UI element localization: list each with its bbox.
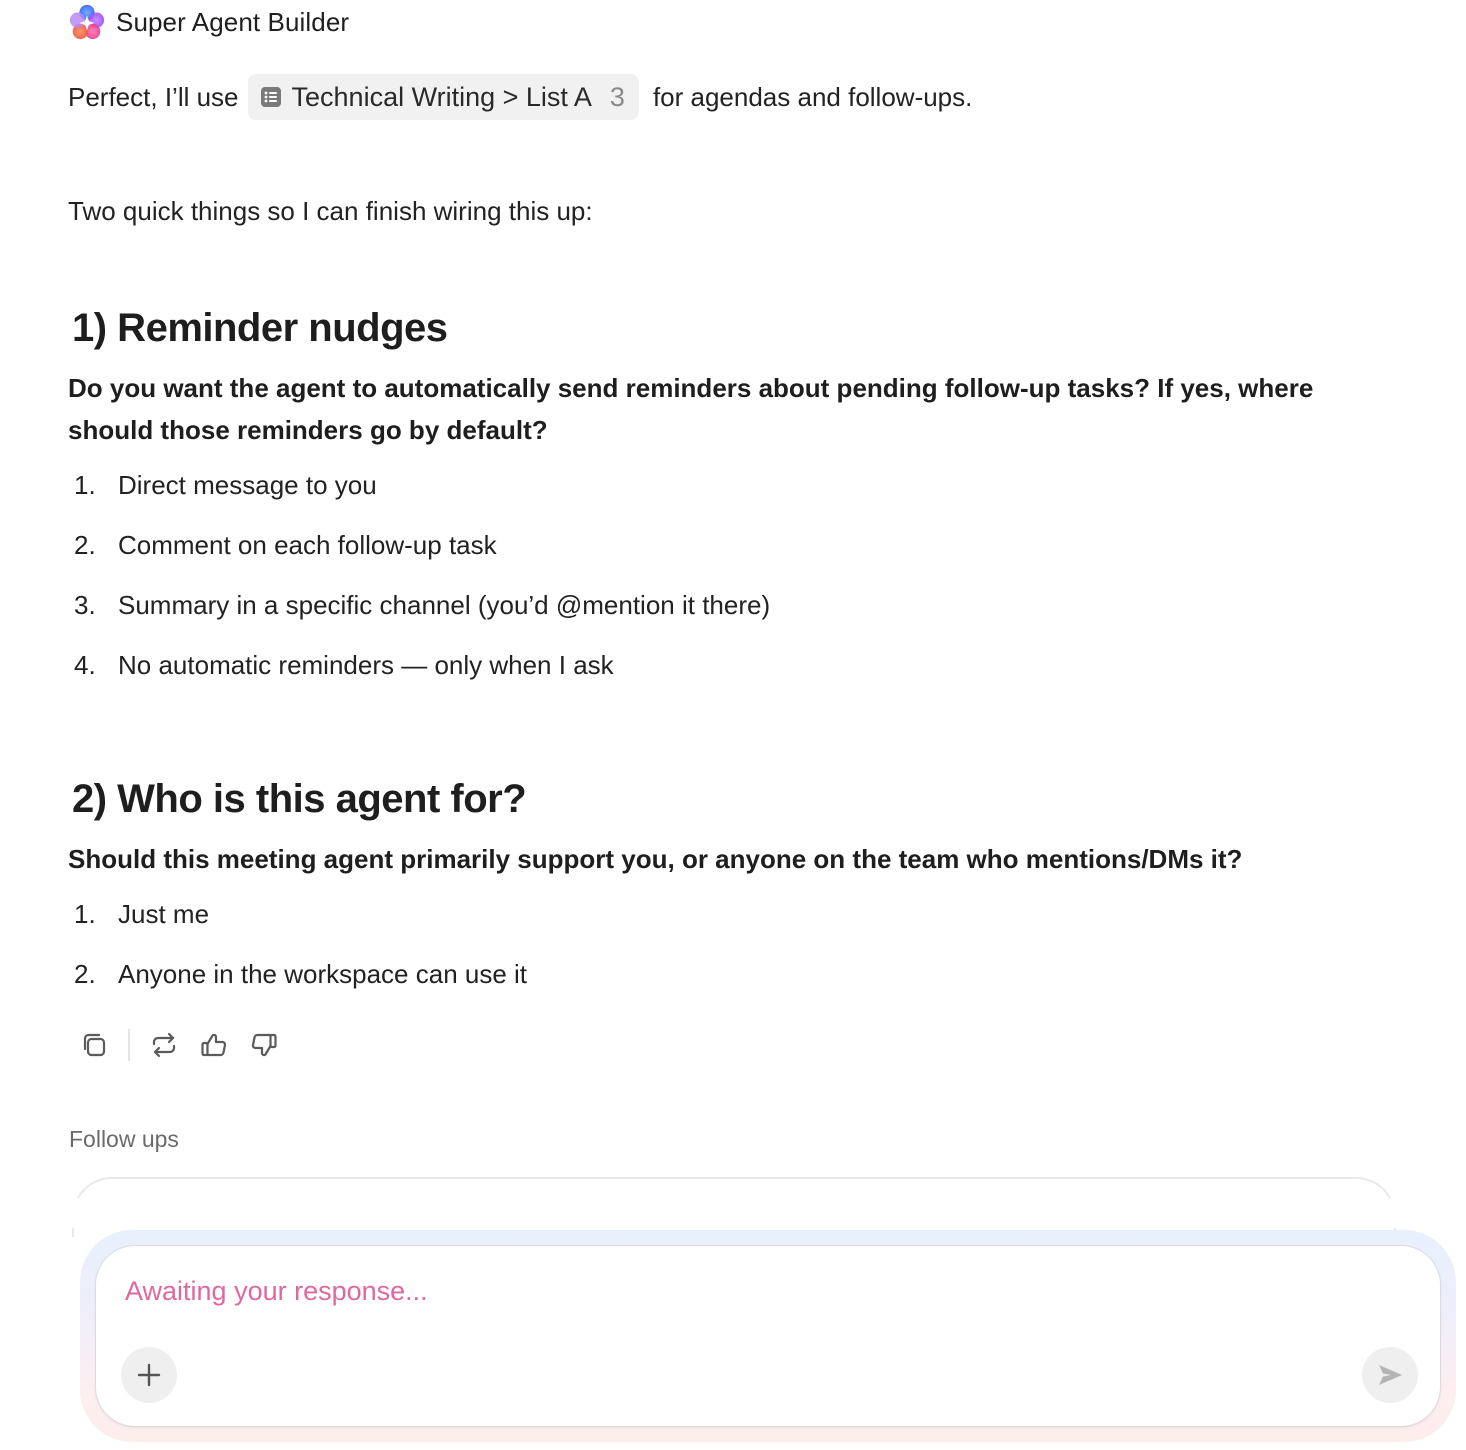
list-icon: [260, 86, 282, 108]
scroll-fade: [0, 1198, 1466, 1228]
intro-prefix: Perfect, I’ll use: [68, 81, 239, 112]
send-icon: [1376, 1361, 1404, 1389]
thumbs-up-icon: [199, 1030, 229, 1060]
option-number: 3.: [74, 590, 96, 620]
copy-icon: [79, 1030, 109, 1060]
option-item: [74, 650, 614, 681]
option-number: 1.: [74, 899, 96, 929]
intro-suffix: for agendas and follow-ups.: [652, 81, 973, 112]
composer-glow: [80, 1230, 1456, 1442]
regenerate-icon: [149, 1030, 179, 1060]
option-label: Direct message to you: [118, 470, 377, 500]
option-label: Anyone in the workspace can use it: [118, 959, 528, 989]
option-item: [74, 530, 497, 561]
section-heading-audience: 2) Who is this agent for?: [72, 777, 527, 821]
message-actions: [76, 1026, 282, 1064]
option-label: Just me: [118, 899, 210, 929]
chip-label: Technical Writing > List A: [291, 81, 592, 112]
option-label: No automatic reminders — only when I ask: [118, 650, 614, 680]
option-number: 2.: [74, 959, 96, 989]
actions-divider: [128, 1029, 130, 1061]
follow-ups-label: Follow ups: [69, 1126, 179, 1152]
option-label: Comment on each follow-up task: [118, 530, 497, 560]
option-item: [74, 590, 770, 621]
agent-logo-icon: [68, 3, 106, 41]
copy-button[interactable]: [76, 1027, 112, 1063]
option-item: [74, 959, 527, 990]
send-button[interactable]: [1362, 1347, 1418, 1403]
section-heading-reminders: 1) Reminder nudges: [72, 306, 448, 350]
plus-icon: [136, 1362, 162, 1388]
thumbs-down-icon: [249, 1030, 279, 1060]
option-number: 2.: [74, 530, 96, 560]
option-item: [74, 899, 209, 930]
add-attachment-button[interactable]: [121, 1347, 177, 1403]
message-composer: [95, 1245, 1441, 1427]
thumbs-up-button[interactable]: [196, 1027, 232, 1063]
option-number: 4.: [74, 650, 96, 680]
list-reference-chip[interactable]: [248, 74, 639, 120]
agent-name: Super Agent Builder: [116, 6, 350, 37]
regenerate-button[interactable]: [146, 1027, 182, 1063]
thumbs-down-button[interactable]: [246, 1027, 282, 1063]
lead-text: Two quick things so I can finish wiring this up:: [68, 196, 593, 226]
intro-line: [68, 74, 972, 120]
option-item: [74, 470, 377, 501]
chip-count: 3: [609, 81, 625, 112]
section-question-audience: Should this meeting agent primarily support you, or anyone on the team who mentions/DMs it?: [68, 844, 1243, 874]
option-number: 1.: [74, 470, 96, 500]
agent-header: [68, 4, 349, 40]
section-question-reminders: Do you want the agent to automatically send reminders about pending follow-up tasks? If yes, where should those reminders go by default?: [68, 373, 1314, 445]
message-input[interactable]: [125, 1276, 1325, 1307]
option-label: Summary in a specific channel (you’d @mention it there): [118, 590, 771, 620]
